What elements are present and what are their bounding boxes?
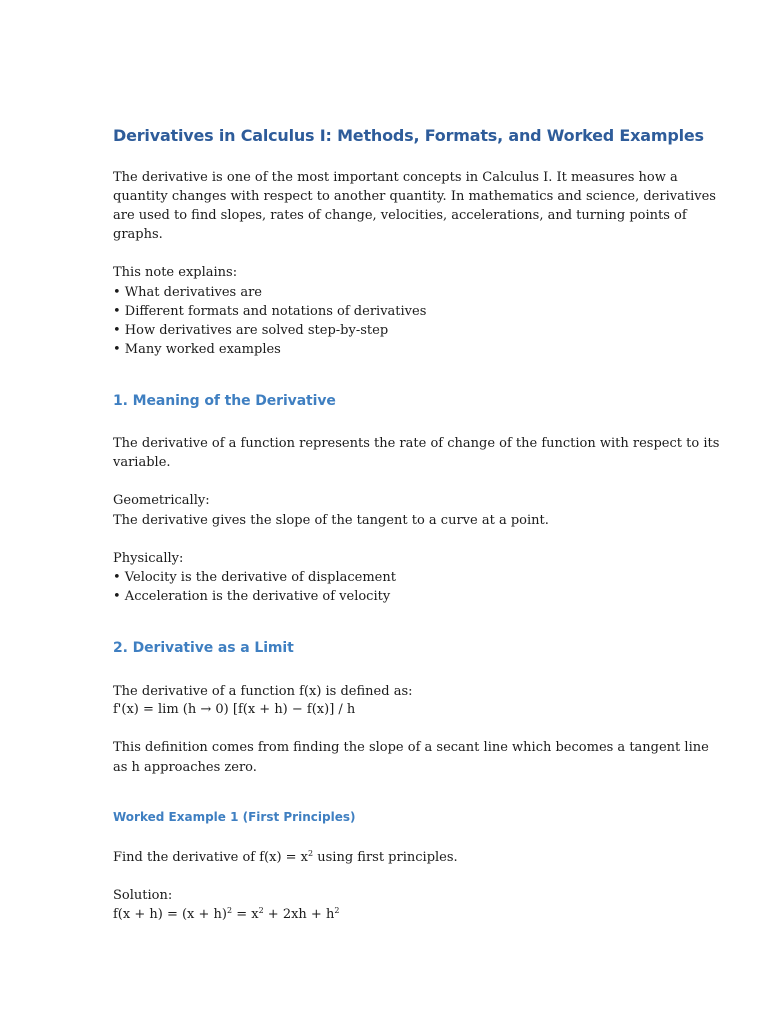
document-page <box>113 0 720 1024</box>
section-1-para-line-2: variable. <box>113 455 171 470</box>
intro-line-1: The derivative is one of the most important concepts in Calculus I. It measures how a <box>113 170 678 185</box>
note-list-item: • Many worked examples <box>113 342 281 357</box>
exponent: 2 <box>226 906 233 915</box>
example-1-heading: Worked Example 1 (First Principles) <box>113 810 356 824</box>
example-1-problem <box>113 848 458 867</box>
example-1-problem-text: Find the derivative of f(x) = x <box>113 850 309 865</box>
limit-definition-line: The derivative of a function f(x) is defined as: <box>113 684 413 699</box>
physical-list-item: • Acceleration is the derivative of velocity <box>113 589 391 604</box>
solution-label: Solution: <box>113 888 173 903</box>
section-2-heading: 2. Derivative as a Limit <box>113 640 294 656</box>
note-list-item: • Different formats and notations of derivatives <box>113 304 427 319</box>
intro-line-2: quantity changes with respect to another quantity. In mathematics and science, derivatives <box>113 189 716 204</box>
section-2-para-line-1: This definition comes from finding the slope of a secant line which becomes a tangent line <box>113 740 709 755</box>
limit-formula: f'(x) = lim (h → 0) [f(x + h) − f(x)] / h <box>113 702 356 717</box>
step-text: = x <box>232 907 259 922</box>
section-2-para-line-2: as h approaches zero. <box>113 760 257 775</box>
exponent: 2 <box>308 849 314 858</box>
solution-step-1 <box>113 905 339 924</box>
exponent: 2 <box>258 906 264 915</box>
geometric-label: Geometrically: <box>113 493 210 508</box>
section-1-para-line-1: The derivative of a function represents the rate of change of the function with respect to its <box>113 436 720 451</box>
document-title: Derivatives in Calculus I: Methods, Formats, and Worked Examples <box>113 126 704 145</box>
note-list-item: • What derivatives are <box>113 285 263 300</box>
example-1-problem-text-end: using first principles. <box>313 850 458 865</box>
intro-line-3: are used to find slopes, rates of change, velocities, accelerations, and turning points of <box>113 208 687 223</box>
note-intro: This note explains: <box>113 265 238 280</box>
section-1-heading: 1. Meaning of the Derivative <box>113 393 336 409</box>
exponent: 2 <box>334 906 340 915</box>
step-text: f(x + h) = (x + h) <box>113 907 227 922</box>
step-text: + 2xh + h <box>263 907 335 922</box>
intro-line-4: graphs. <box>113 227 163 242</box>
note-list-item: • How derivatives are solved step-by-step <box>113 323 389 338</box>
physical-label: Physically: <box>113 551 184 566</box>
physical-list-item: • Velocity is the derivative of displacement <box>113 570 396 585</box>
geometric-text: The derivative gives the slope of the tangent to a curve at a point. <box>113 513 549 528</box>
